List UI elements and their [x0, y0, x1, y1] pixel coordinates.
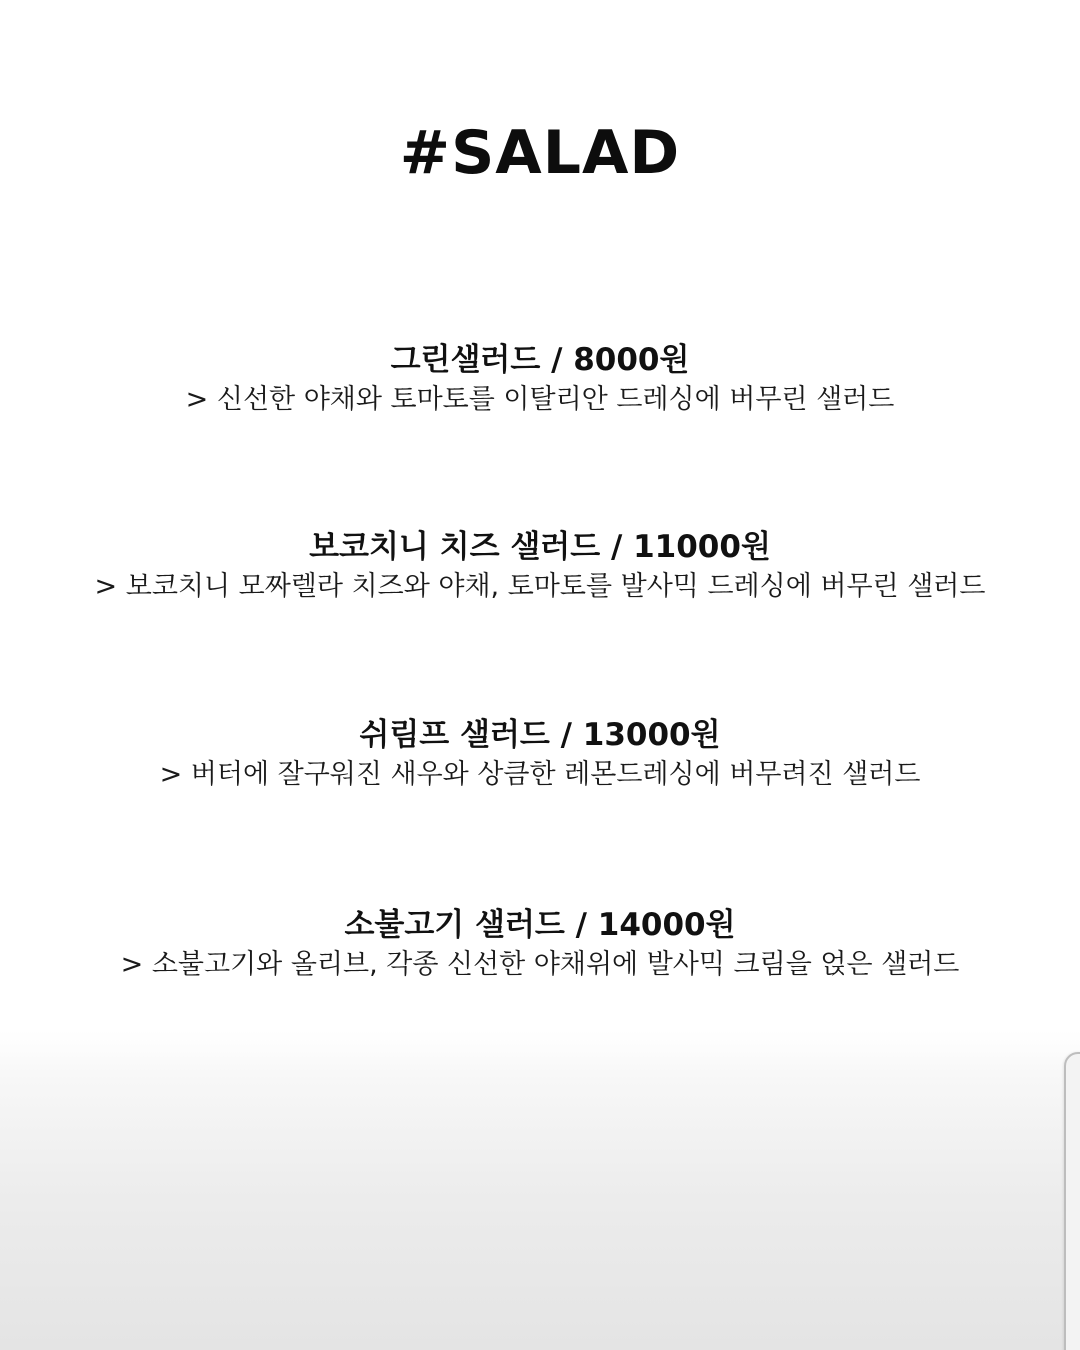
menu-item	[0, 905, 1080, 983]
menu-item	[0, 340, 1080, 418]
menu-item	[0, 715, 1080, 793]
menu-title: #SALAD	[399, 118, 681, 188]
menu-item-heading: 보코치니 치즈 샐러드 / 11000원	[309, 529, 771, 565]
menu-item-heading: 쉬림프 샐러드 / 13000원	[359, 717, 721, 753]
menu-item-heading: 소불고기 샐러드 / 14000원	[344, 907, 736, 943]
menu-item-description: > 보코치니 모짜렐라 치즈와 야채, 토마토를 발사믹 드레싱에 버무린 샐러드	[94, 571, 986, 602]
menu-item-description: > 소불고기와 올리브, 각종 신선한 야채위에 발사믹 크림을 얹은 샐러드	[120, 949, 960, 980]
menu-item-description: > 신선한 야채와 토마토를 이탈리안 드레싱에 버무린 샐러드	[185, 384, 895, 415]
menu-item-description: > 버터에 잘구워진 새우와 상큼한 레몬드레싱에 버무려진 샐러드	[159, 759, 921, 790]
scroll-edge-handle[interactable]	[1064, 1052, 1080, 1350]
menu-item-heading: 그린샐러드 / 8000원	[390, 342, 690, 378]
menu-item	[0, 527, 1080, 605]
